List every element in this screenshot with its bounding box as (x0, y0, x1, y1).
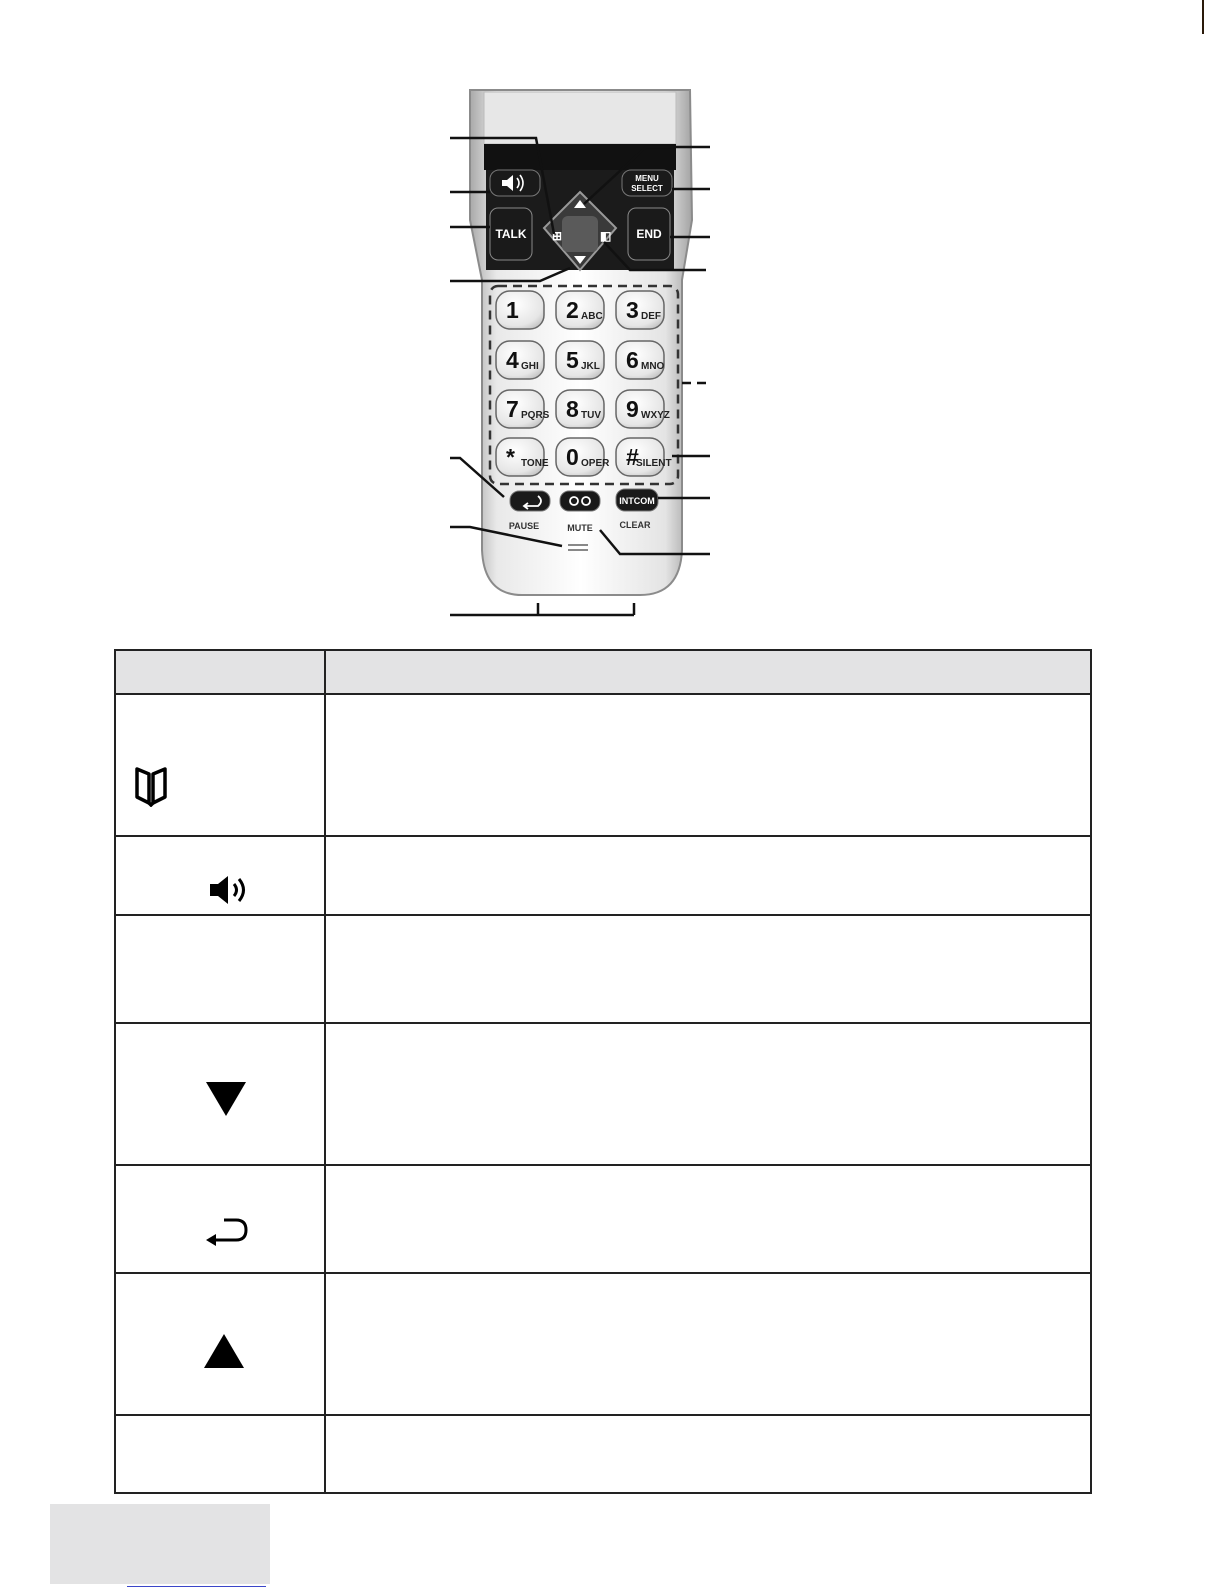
key-cell (115, 836, 325, 915)
keypad-digit: * (506, 444, 515, 470)
key-description-table (114, 649, 1092, 1494)
page-edge-rule (1202, 0, 1204, 34)
keypad-letters: TONE (521, 458, 549, 469)
key-cell (115, 915, 325, 1023)
end-key-label: END (636, 227, 662, 241)
mute-label: MUTE (567, 523, 593, 533)
keypad-digit: 7 (506, 396, 519, 422)
table-row (115, 1023, 1091, 1165)
key-cell (115, 694, 325, 836)
nav-left-icon: ⊞ (552, 229, 563, 243)
table-row (115, 836, 1091, 915)
keypad-digit: 5 (566, 347, 579, 373)
table-row (115, 1165, 1091, 1273)
keypad-digit: 1 (506, 297, 519, 323)
keypad-key-9[interactable] (616, 390, 670, 428)
keypad-letters: JKL (581, 361, 600, 372)
keypad-letters: ABC (581, 311, 603, 322)
keypad-letters: TUV (581, 410, 601, 421)
footer-tab (50, 1504, 270, 1584)
handset-illustration (440, 80, 740, 640)
function-cell (325, 694, 1091, 836)
keypad-key-6[interactable] (616, 341, 665, 379)
table-row (115, 1415, 1091, 1493)
down-triangle-icon (204, 1080, 248, 1118)
handset-screen (484, 92, 676, 144)
keypad-digit: 3 (626, 297, 639, 323)
keypad-digit: # (626, 444, 639, 470)
function-cell (325, 1415, 1091, 1493)
function-cell (325, 1273, 1091, 1415)
microphone (568, 544, 588, 546)
nav-center (562, 216, 598, 252)
key-cell (115, 1023, 325, 1165)
clear-label: CLEAR (619, 520, 651, 530)
function-cell (325, 836, 1091, 915)
select-key-label: SELECT (631, 184, 663, 193)
book-icon (134, 765, 168, 807)
keypad-key-1[interactable] (496, 291, 544, 329)
keypad-key-8[interactable] (556, 390, 604, 428)
keypad-key-0[interactable] (556, 438, 610, 476)
keypad-letters: MNO (641, 361, 665, 372)
keypad-key-7[interactable] (496, 390, 550, 428)
keypad-key-star[interactable] (496, 438, 549, 476)
redial-arrow-icon (204, 1216, 250, 1250)
keypad-letters: GHI (521, 361, 539, 372)
talk-key-label: TALK (495, 227, 527, 241)
keypad-digit: 4 (506, 347, 519, 373)
speaker-key (490, 170, 540, 196)
keypad-digit: 6 (626, 347, 639, 373)
table-header-row (115, 650, 1091, 694)
up-triangle-icon (202, 1332, 246, 1370)
header-key-column (115, 650, 325, 694)
keypad-key-2[interactable] (556, 291, 604, 329)
keypad-letters: PQRS (521, 410, 550, 421)
keypad-key-4[interactable] (496, 341, 544, 379)
redial-key (510, 491, 550, 511)
menu-key-label: MENU (635, 174, 659, 183)
table-row (115, 694, 1091, 836)
speaker-icon (208, 875, 254, 905)
keypad-digit: 0 (566, 444, 579, 470)
key-cell (115, 1273, 325, 1415)
pause-label: PAUSE (508, 521, 540, 531)
keypad-letters: SILENT (636, 458, 672, 469)
keypad-letters: DEF (641, 311, 661, 322)
keypad-digit: 2 (566, 297, 579, 323)
keypad-key-5[interactable] (556, 341, 604, 379)
header-function-column (325, 650, 1091, 694)
keypad-key-3[interactable] (616, 291, 664, 329)
keypad-digit: 9 (626, 396, 639, 422)
voicemail-key (560, 491, 600, 511)
function-cell (325, 915, 1091, 1023)
function-cell (325, 1023, 1091, 1165)
keypad-letters: WXYZ (641, 410, 670, 421)
nav-right-icon: ◧ (600, 229, 612, 243)
table-row (115, 1273, 1091, 1415)
key-cell (115, 1165, 325, 1273)
keypad-digit: 8 (566, 396, 579, 422)
handset-drawing (440, 80, 740, 640)
intcom-label: INTCOM (619, 496, 655, 506)
keypad-letters: OPER (581, 458, 610, 469)
table-row (115, 915, 1091, 1023)
key-cell (115, 1415, 325, 1493)
function-cell (325, 1165, 1091, 1273)
